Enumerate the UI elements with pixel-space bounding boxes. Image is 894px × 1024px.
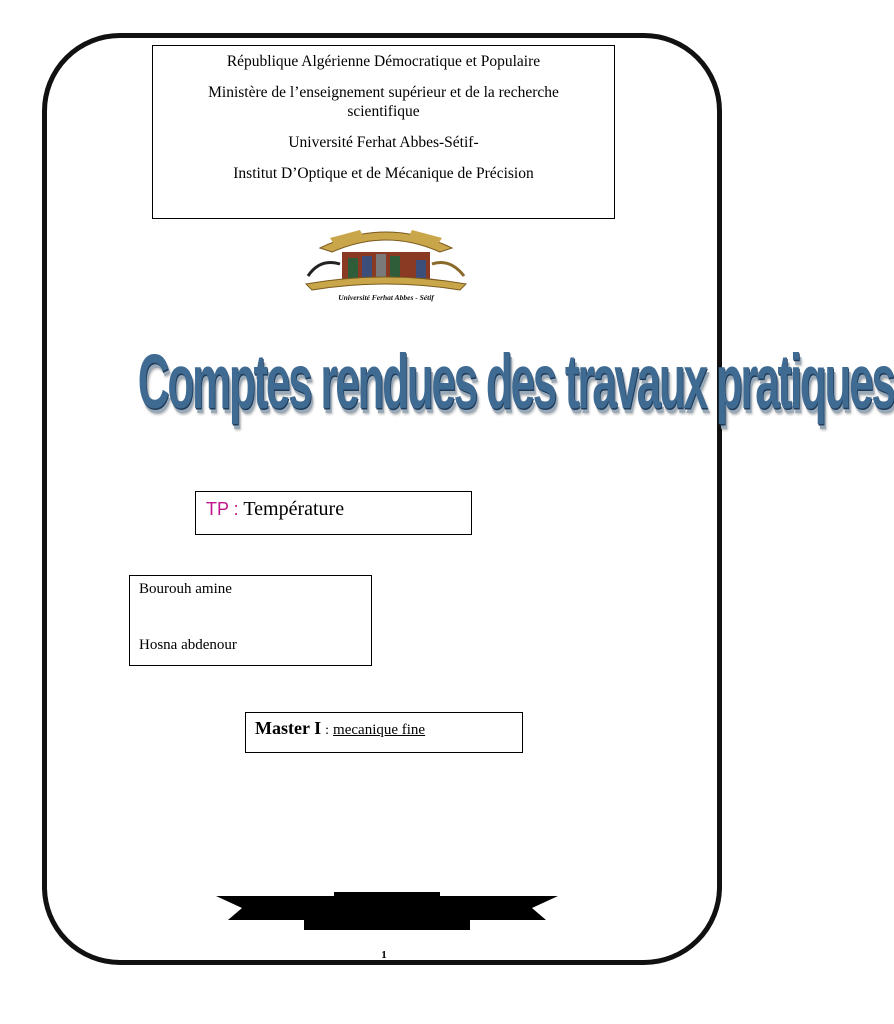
republic-line: République Algérienne Démocratique et Populaire <box>226 53 541 70</box>
ministry-line: Ministère de l’enseignement supérieur et de la recherche scientifique <box>208 84 559 120</box>
tp-label: TP : <box>206 499 239 519</box>
tp-value: Température <box>243 498 345 520</box>
logo-caption: Université Ferhat Abbes - Sétif <box>338 293 434 302</box>
institute-line: Institut D’Optique et de Mécanique de Précision <box>233 165 534 182</box>
author-name: Bourouh amine <box>139 581 232 597</box>
page-number: 1 <box>381 949 387 961</box>
master-specialty: mecanique fine <box>333 722 426 738</box>
author-name: Hosna abdenour <box>139 637 237 653</box>
institution-header <box>152 45 615 219</box>
report-title: Comptes rendues des travaux pratiques <box>137 339 894 426</box>
university-line: Université Ferhat Abbes-Sétif- <box>288 134 479 151</box>
tp-box <box>195 491 472 535</box>
master-label: Master I <box>255 718 322 738</box>
authors-box <box>129 575 372 666</box>
ribbon-banner <box>216 890 558 934</box>
master-box <box>245 712 523 753</box>
university-logo <box>300 218 472 304</box>
master-separator: : <box>325 723 330 738</box>
